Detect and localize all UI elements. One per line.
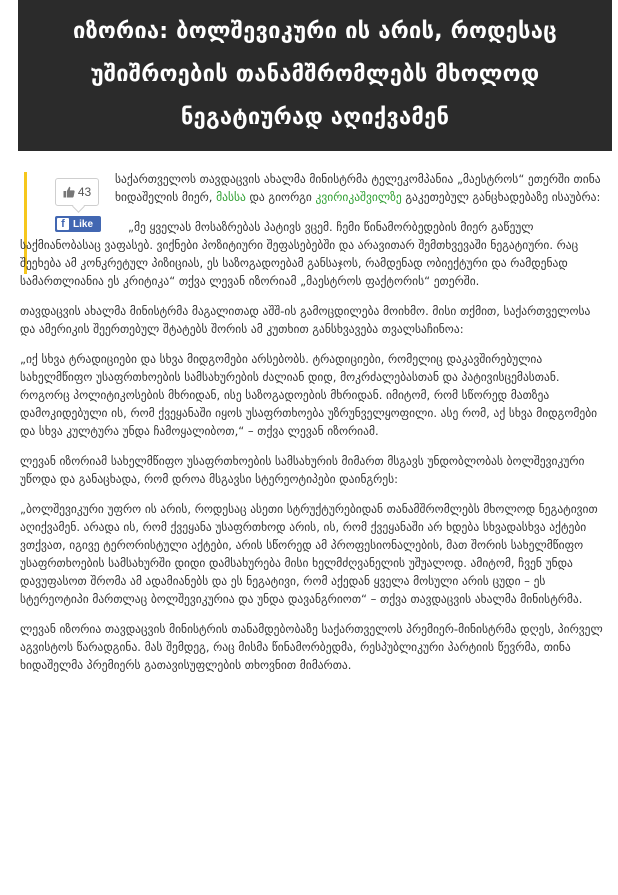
facebook-icon: f xyxy=(57,218,69,230)
headline xyxy=(34,10,596,139)
quote-paragraph-3: „ბოლშევიკური უფრო ის არის, როდესაც ასეთი სტრუქტურებიდან თანამშრომლებს მხოლოდ ნეგატივით აღიქვამენ. არადა ის, რომ ქვეყანა უსაფრთხოდ არის, ის, რომ ქვეყანაში არ ხდება სხვადასხვა აქტები ვთქვათ, იგივე ტერორისტული აქტები, არის სწორედ ამ პროფესიონალების, მათ შორის სახელმწიფო უსაფრთხოების სამსახურში დიდი დამსახურება მისი ხელმძღვანელის უშუალოდ. ამიტომ, ჩვენ უნდა დავუფასოთ შრომა ამ ადამიანებს და ეს ნეგატივი, რომ აქედან ყველა მოსული არის ცუდი – ეს სტერეოტიპი მართლაც ბოლშევიკურია და უნდა დავანგრიოთ“ – თქვა თავდაცვის ახალმა მინისტრმა. xyxy=(20,502,598,606)
paragraph-3: ლევან იზორიამ სახელმწიფო უსაფრთხოების სამსახურის მიმართ მსგავს უნდობლობას ბოლშევიკური უწოდა და განაცხადა, რომ დროა მსგავსი სტერეოტიპები დაინგრეს: xyxy=(20,454,585,486)
intro-paragraph: საქართველოს თავდაცვის ახალმა მინისტრმა ტელეკომპანია „მაესტროს“ ეთერში თინა ხიდაშელის მიერ, მასსა და გიორგი კვირიკაშვილზე გაკეთებულ განცხადებაზე ისაუბრა: xyxy=(115,172,601,204)
headline-banner xyxy=(18,0,612,151)
link-kvirikashvili[interactable]: კვირიკაშვილზე xyxy=(315,190,402,204)
article-body xyxy=(20,170,608,674)
headline-line-1: იზორია: ბოლშევიკური ის არის, როდესაც xyxy=(72,19,558,44)
link-massa[interactable]: მასსა xyxy=(216,190,246,204)
like-count: 43 xyxy=(77,185,92,199)
paragraph-2: თავდაცვის ახალმა მინისტრმა მაგალითად აშშ-ის გამოცდილება მოიხმო. მისი თქმით, საქართველოსა და ამერიკის შეერთებულ შტატებს შორის ამ კუთხით განსხვავება თვალსაჩინოა: xyxy=(20,304,591,336)
quote-paragraph-1: „მე ყველას მოსაზრებას პატივს ვცემ. ჩემი წინამორბედების მიერ გაწეულ საქმიანობასაც ვაფასებ. ვიქნები პოზიტიური შეფასებებში და არავითარ შემთხვევაში ნეგატიური. რაც შეეხება ამ კონკრეტულ პიზიციას, ეს საზოგადოებამ განსაჯოს, რამდენად ობიექტური და რამდენად სამართლიანია ეს კრიტიკა“ თქვა ლევან იზორიამ „მაესტროს ფაქტორის“ ეთერში. xyxy=(20,220,579,288)
paragraph-4: ლევან იზორია თავდაცვის მინისტრის თანამდებობაზე საქართველოს პრემიერ-მინისტრმა დღეს, პირველ აგვისტოს წარადგინა. მას შემდეგ, რაც მისმა წინამორბედმა, რესპუბლიკური პარტიის წევრმა, თინა ხიდაშელმა პრემიერს გათავისუფლების თხოვნით მიმართა. xyxy=(20,622,603,672)
facebook-like-label: Like xyxy=(73,218,94,230)
headline-line-3: ნეგატიურად აღიქვამენ xyxy=(180,105,450,130)
quote-paragraph-2: „იქ სხვა ტრადიციები და სხვა მიდგომები არსებობს. ტრადიციები, რომელიც დაკავშირებულია სახელმწიფო უსაფრთხოების სამსახურების ძალიან დიდ, მოკრძალებასთან და პატივისცემასთან. როგორც პოლიტიკოსების მხრიდან, ისე საზოგადოების მხრიდან. იმიტომ, რომ სწორედ მათზეა დამოკიდებული ის, რომ ქვეყანაში იყოს უსაფრთხოება უზრუნველყოფილი. ასე რომ, აქ სხვა მიდგომები და სხვა კულტურა უნდა ჩამოყალიბოთ,“ – თქვა ლევან იზორიამ. xyxy=(20,352,598,438)
headline-line-2: უშიშროების თანამშრომლებს მხოლოდ xyxy=(90,62,540,87)
